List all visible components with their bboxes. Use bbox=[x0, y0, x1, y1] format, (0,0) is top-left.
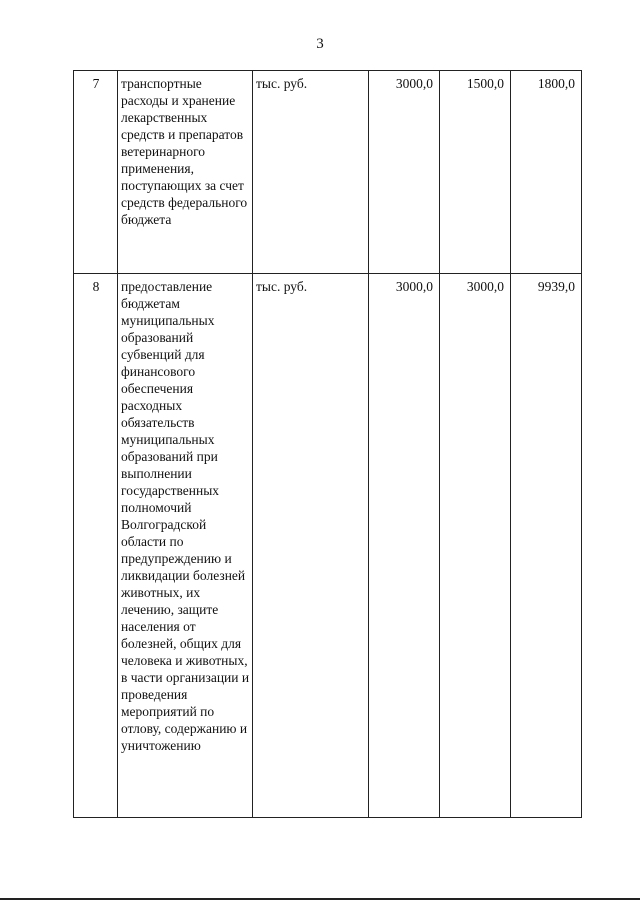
row-value-1-cell: 3000,0 bbox=[369, 274, 440, 818]
row-value-3-cell: 1800,0 bbox=[511, 71, 582, 274]
indicators-table bbox=[73, 70, 582, 818]
row-value-1-cell: 3000,0 bbox=[369, 71, 440, 274]
page-number: 3 bbox=[316, 36, 324, 52]
row-value-2-cell: 1500,0 bbox=[440, 71, 511, 274]
page-bottom-rule bbox=[0, 898, 640, 900]
table-row bbox=[74, 71, 582, 274]
row-value-3-cell: 9939,0 bbox=[511, 274, 582, 818]
row-value-2-cell: 3000,0 bbox=[440, 274, 511, 818]
row-name-text: транспортные расходы и хранение лекарственных средств и препаратов ветеринарного применения, поступающих за счет средств федерального бюджета bbox=[121, 76, 248, 227]
table-row bbox=[74, 274, 582, 818]
row-number-cell: 8 bbox=[74, 274, 118, 818]
row-unit-cell: тыс. руб. bbox=[253, 274, 369, 818]
row-unit-cell: тыс. руб. bbox=[253, 71, 369, 274]
row-name-text: предоставление бюджетам муниципальных образований субвенций для финансового обеспечения расходных обязательств муниципальных образований при выполнении государственных полномочий Волгоградской области по предупреждению и ликвидации болезней животных, их лечению, защите населения от болезней, общих для человека и животных, в части организации и проведения мероприятий по отлову, содержанию и уничтожению bbox=[121, 279, 250, 753]
row-name-cell bbox=[118, 71, 253, 274]
row-number-cell: 7 bbox=[74, 71, 118, 274]
row-name-cell bbox=[118, 274, 253, 818]
